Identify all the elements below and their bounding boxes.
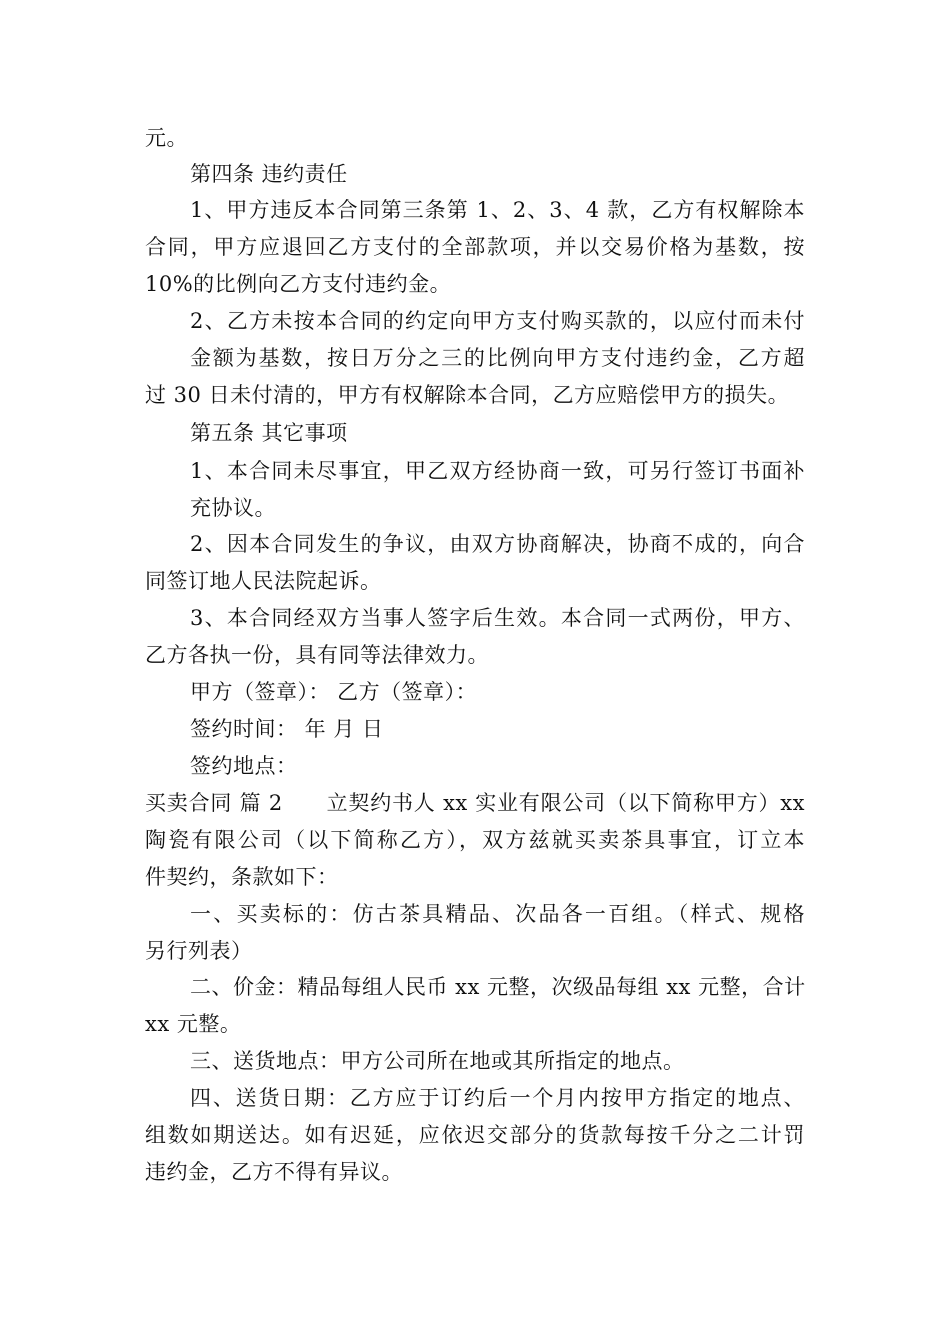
text-line: 违约金，乙方不得有异议。 <box>145 1160 403 1184</box>
text-line: 一、买卖标的：仿古茶具精品、次品各一百组。（样式、规格 <box>190 902 805 926</box>
text-line: 2、因本合同发生的争议，由双方协商解决，协商不成的，向合 <box>190 532 805 556</box>
text-line: 三、送货地点：甲方公司所在地或其所指定的地点。 <box>190 1049 685 1073</box>
section-heading: 第五条 其它事项 <box>190 421 348 445</box>
text-line: 另行列表） <box>145 939 253 963</box>
text-line: 陶瓷有限公司（以下简称乙方），双方兹就买卖茶具事宜，订立本 <box>145 828 805 852</box>
text-line: 3、本合同经双方当事人签字后生效。本合同一式两份，甲方、 <box>190 606 805 630</box>
text-line: 同签订地人民法院起诉。 <box>145 569 382 593</box>
text-line: 1、甲方违反本合同第三条第 1、2、3、4 款，乙方有权解除本 <box>190 198 805 222</box>
text-line: xx 元整。 <box>145 1012 242 1036</box>
text-line: 金额为基数，按日万分之三的比例向甲方支付违约金，乙方超 <box>190 346 805 370</box>
signing-date-line: 签约时间： 年 月 日 <box>190 717 384 741</box>
text-line: 二、价金：精品每组人民币 xx 元整，次级品每组 xx 元整，合计 <box>190 975 806 999</box>
text-line: 组数如期送达。如有迟延，应依迟交部分的货款每按千分之二计罚 <box>145 1123 805 1147</box>
signing-place-line: 签约地点： <box>190 754 298 778</box>
text-line: 合同，甲方应退回乙方支付的全部款项，并以交易价格为基数，按 <box>145 235 805 259</box>
signature-line: 甲方（签章）： 乙方（签章）： <box>190 680 478 704</box>
contract-title-line: 买卖合同 篇 2 立契约书人 xx 实业有限公司（以下简称甲方）xx <box>145 791 805 815</box>
text-line: 四、送货日期：乙方应于订约后一个月内按甲方指定的地点、 <box>190 1086 805 1110</box>
text-line: 过 30 日未付清的，甲方有权解除本合同，乙方应赔偿甲方的损失。 <box>145 383 790 407</box>
text-line: 2、乙方未按本合同的约定向甲方支付购买款的，以应付而未付 <box>190 309 805 333</box>
text-line: 1、本合同未尽事宜，甲乙双方经协商一致，可另行签订书面补 <box>190 459 805 483</box>
text-line: 乙方各执一份，具有同等法律效力。 <box>145 643 489 667</box>
text-line: 元。 <box>145 126 188 150</box>
text-line: 件契约，条款如下： <box>145 865 339 889</box>
section-heading: 第四条 违约责任 <box>190 162 348 186</box>
text-line: 10%的比例向乙方支付违约金。 <box>145 272 452 296</box>
text-line: 充协议。 <box>190 496 276 520</box>
